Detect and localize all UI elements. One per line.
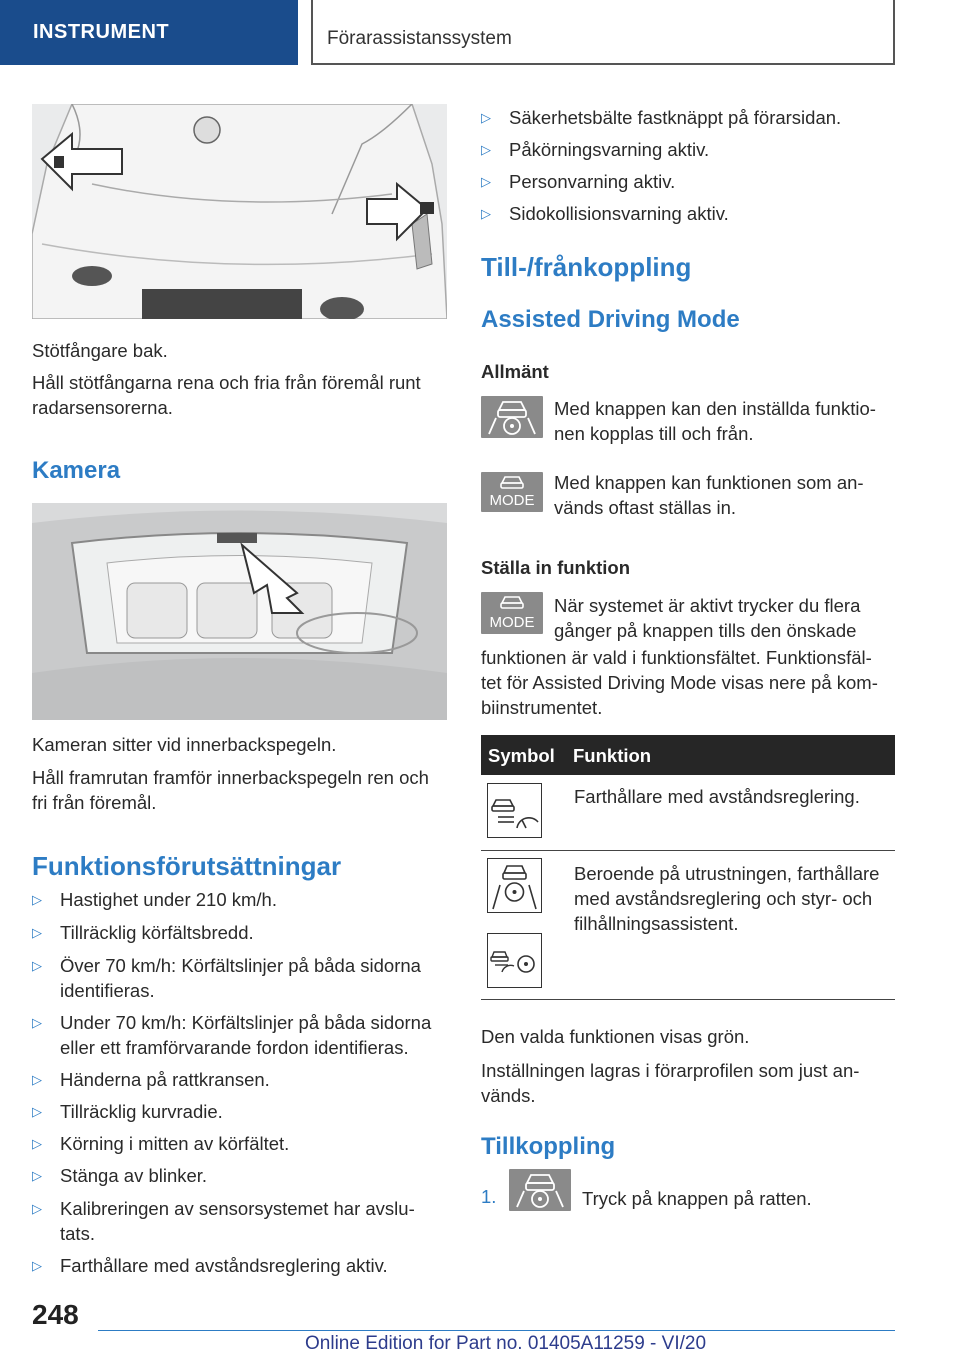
bumper-caption: Stötfångare bak. [32, 340, 168, 361]
camera-text-line: Håll framrutan framför innerbackspegeln ren och [32, 767, 429, 788]
list-item: ▷ Körning i mitten av körfältet. [32, 1133, 290, 1154]
triangle-bullet-icon: ▷ [481, 110, 491, 125]
table-cell: filhållningsassistent. [574, 913, 739, 934]
triangle-bullet-icon: ▷ [32, 925, 42, 940]
triangle-bullet-icon: ▷ [481, 206, 491, 221]
svg-text:MODE: MODE [489, 492, 535, 509]
triangle-bullet-icon: ▷ [32, 1015, 42, 1030]
list-item: ▷ Kalibreringen av sensorsystemet har avslu- tats. [32, 1198, 415, 1244]
camera-caption: Kameran sitter vid innerbackspegeln. [32, 734, 337, 755]
set-text-line: tet för Assisted Driving Mode visas nere på kom- [481, 672, 878, 693]
triangle-bullet-icon: ▷ [32, 1136, 42, 1151]
list-item: ▷ Över 70 km/h: Körfältslinjer på båda sidorna identifieras. [32, 955, 421, 1001]
general-heading: Allmänt [481, 361, 549, 382]
assist-steering-symbol-icon [487, 858, 542, 913]
table-header [481, 735, 895, 775]
list-item: ▷ Stänga av blinker. [32, 1165, 208, 1186]
footer-divider [98, 1330, 895, 1331]
requirements-heading: Funktionsförutsättningar [32, 851, 342, 881]
mode-button-icon [481, 472, 543, 512]
general-text-line: Med knappen kan den inställda funktio- [554, 398, 876, 419]
table-divider [481, 850, 895, 851]
list-item: ▷ Hastighet under 210 km/h. [32, 889, 277, 910]
camera-windshield-illustration [32, 503, 447, 720]
saved-text-line: Inställningen lagras i förarprofilen som just an- [481, 1060, 860, 1081]
cruise-steering-symbol-icon [487, 933, 542, 988]
triangle-bullet-icon: ▷ [32, 1072, 42, 1087]
triangle-bullet-icon: ▷ [481, 142, 491, 157]
saved-text-line: vänds. [481, 1085, 536, 1106]
column-header-function: Funktion [573, 745, 652, 766]
triangle-bullet-icon: ▷ [32, 958, 42, 973]
rear-bumper-illustration [32, 104, 447, 319]
set-text-line: biinstrumentet. [481, 697, 603, 718]
assist-steering-button-icon [481, 396, 543, 438]
bumper-text-line: radarsensorerna. [32, 397, 173, 418]
triangle-bullet-icon: ▷ [32, 1104, 42, 1119]
svg-text:MODE: MODE [489, 614, 535, 631]
step-number: 1. [481, 1186, 497, 1207]
section-tab: INSTRUMENT [0, 0, 298, 65]
camera-text-line: fri från föremål. [32, 792, 157, 813]
list-item: ▷ Händerna på rattkransen. [32, 1069, 270, 1090]
list-item: ▷ Tillräcklig körfältsbredd. [32, 922, 254, 943]
list-item: ▷ Säkerhetsbälte fastknäppt på förarsidan. [481, 107, 842, 128]
page-title: Förarassistanssystem [327, 28, 512, 49]
assist-steering-button-icon [509, 1169, 571, 1211]
list-item: ▷ Under 70 km/h: Körfältslinjer på båda sidorna eller ett framförvarande fordon identifieras. [32, 1012, 432, 1058]
list-item: ▷ Sidokollisionsvarning aktiv. [481, 203, 729, 224]
step-text: Tryck på knappen på ratten. [582, 1188, 812, 1209]
general-text-line: nen kopplas till och från. [554, 423, 754, 444]
table-cell: Farthållare med avståndsreglering. [574, 786, 860, 807]
enable-heading: Tillkoppling [481, 1133, 616, 1160]
set-text-line: gånger på knappen tills den önskade [554, 620, 857, 641]
table-cell: Beroende på utrustningen, farthållare [574, 863, 880, 884]
triangle-bullet-icon: ▷ [481, 174, 491, 189]
adm-heading: Assisted Driving Mode [481, 306, 740, 333]
list-item: ▷ Farthållare med avståndsreglering aktiv. [32, 1255, 388, 1276]
bumper-text-line: Håll stötfångarna rena och fria från föremål runt [32, 372, 421, 393]
set-function-heading: Ställa in funktion [481, 557, 631, 578]
set-text-line: När systemet är aktivt trycker du flera [554, 595, 861, 616]
general-text-line: Med knappen kan funktionen som an- [554, 472, 864, 493]
table-cell: med avståndsreglering och styr- och [574, 888, 873, 909]
on-off-heading: Till-/frånkoppling [481, 252, 692, 282]
footer-edition: Online Edition for Part no. 01405A11259 - VI/20 [305, 1333, 707, 1354]
triangle-bullet-icon: ▷ [32, 1201, 42, 1216]
triangle-bullet-icon: ▷ [32, 1168, 42, 1183]
camera-heading: Kamera [32, 457, 121, 484]
mode-button-icon [481, 592, 543, 634]
set-text-line: funktionen är vald i funktionsfältet. Funktionsfäl- [481, 647, 872, 668]
general-text-line: vänds oftast ställas in. [554, 497, 737, 518]
triangle-bullet-icon: ▷ [32, 1258, 42, 1273]
column-header-symbol: Symbol [488, 745, 555, 766]
triangle-bullet-icon: ▷ [32, 892, 42, 907]
green-function-text: Den valda funktionen visas grön. [481, 1026, 750, 1047]
list-item: ▷ Tillräcklig kurvradie. [32, 1101, 223, 1122]
list-item: ▷ Påkörningsvarning aktiv. [481, 139, 710, 160]
table-divider [481, 999, 895, 1000]
page-number: 248 [32, 1299, 79, 1330]
list-item: ▷ Personvarning aktiv. [481, 171, 676, 192]
cruise-distance-symbol-icon [487, 783, 542, 838]
